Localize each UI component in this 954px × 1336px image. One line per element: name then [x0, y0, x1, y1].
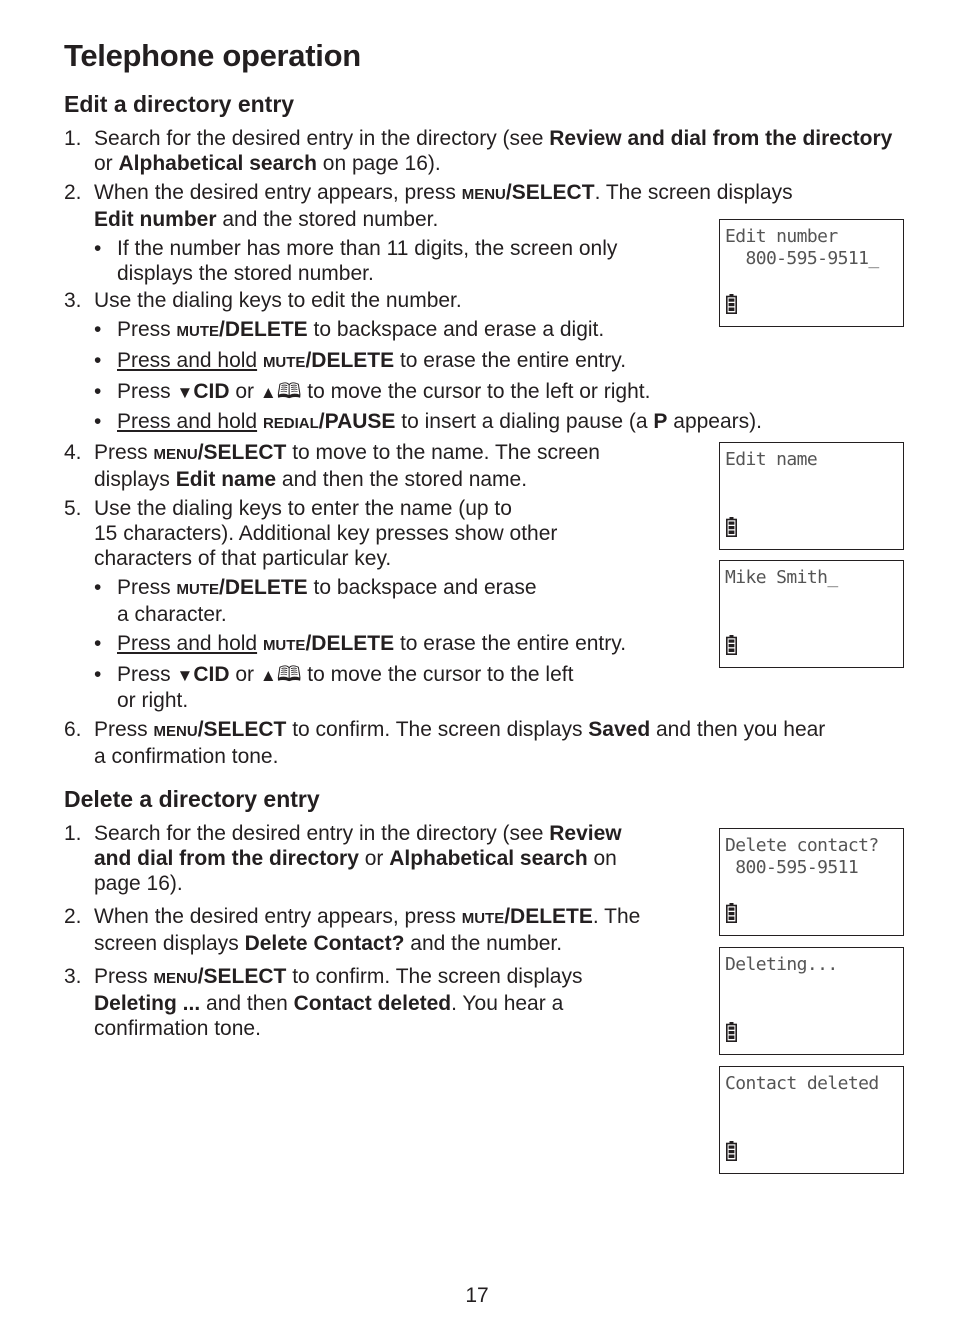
- delete-step-3: 3. Press MENU/SELECT to confirm. The screen displays Deleting ... and then Contact deleted. You hear a confirmation tone.: [64, 965, 583, 1040]
- edit-step-5: 5. Use the dialing keys to enter the name (up to 15 characters). Additional key presses show other characters of that particular key.: [64, 497, 558, 570]
- battery-icon: [726, 1022, 737, 1042]
- battery-icon: [726, 635, 737, 655]
- edit-step-2: 2. When the desired entry appears, press MENU/SELECT. The screen displays Edit number and the stored number.: [64, 181, 793, 231]
- edit-step-3: 3. Use the dialing keys to edit the number.: [64, 289, 462, 312]
- directory-book-icon: 🕮: [276, 380, 302, 403]
- edit-step-2-note: • If the number has more than 11 digits, the screen only displays the stored number.: [94, 237, 618, 285]
- edit-step-3-bullet-2: • Press and hold MUTE/DELETE to erase the entire entry.: [94, 349, 627, 372]
- up-arrow-icon: ▲: [259, 383, 277, 402]
- lcd-screen-delete-contact: Delete contact? 800-595-9511: [719, 828, 904, 936]
- delete-step-1: 1. Search for the desired entry in the directory (see Review and dial from the directory or Alphabetical search on page 16).: [64, 822, 622, 895]
- battery-icon: [726, 903, 737, 923]
- lcd-screen-name-entry: Mike Smith_: [719, 560, 904, 668]
- down-arrow-icon: ▼: [176, 383, 194, 402]
- up-arrow-icon: ▲: [259, 666, 277, 685]
- down-arrow-icon: ▼: [176, 666, 194, 685]
- menu-key: MENU: [461, 186, 506, 203]
- edit-step-4: 4. Press MENU/SELECT to move to the name. The screen displays Edit name and then the stored name.: [64, 441, 600, 491]
- edit-step-5-bullet-3: • Press ▼CID or ▲🕮 to move the cursor to the left or right.: [94, 663, 574, 712]
- edit-step-5-bullet-2: • Press and hold MUTE/DELETE to erase the entire entry.: [94, 632, 627, 655]
- lcd-screen-edit-name: Edit name: [719, 442, 904, 550]
- link-review-and-dial: Review and dial from the directory: [549, 127, 893, 150]
- lcd-screen-deleting: Deleting...: [719, 947, 904, 1055]
- delete-steps-list: [64, 821, 684, 1041]
- link-alphabetical-search: Alphabetical search: [118, 152, 317, 175]
- battery-icon: [726, 1141, 737, 1161]
- edit-step-3-bullet-4: • Press and hold REDIAL/PAUSE to insert a dialing pause (a P appears).: [94, 410, 762, 433]
- edit-step-5-bullet-1: • Press MUTE/DELETE to backspace and erase a character.: [94, 576, 537, 626]
- delete-step-2: 2. When the desired entry appears, press MUTE/DELETE. The screen displays Delete Contact? and the number.: [64, 905, 641, 955]
- lcd-screen-edit-number: Edit number 800-595-9511_: [719, 219, 904, 327]
- battery-icon: [726, 294, 737, 314]
- lcd-screen-contact-deleted: Contact deleted: [719, 1066, 904, 1174]
- edit-step-3-bullet-3: • Press ▼CID or ▲🕮 to move the cursor to the left or right.: [94, 380, 651, 403]
- page-number: 17: [465, 1284, 489, 1307]
- page-title: Telephone operation: [64, 38, 361, 73]
- directory-book-icon: 🕮: [276, 663, 302, 686]
- edit-step-3-bullet-1: • Press MUTE/DELETE to backspace and erase a digit.: [94, 318, 605, 341]
- edit-step-1: 1. Search for the desired entry in the directory (see Review and dial from the directory or Alphabetical search on page 16).: [64, 127, 893, 175]
- delete-entry-heading: Delete a directory entry: [64, 786, 320, 812]
- select-key: /SELECT: [505, 181, 595, 204]
- edit-entry-heading: Edit a directory entry: [64, 91, 295, 117]
- edit-step-6: 6. Press MENU/SELECT to confirm. The screen displays Saved and then you hear a confirmation tone.: [64, 718, 826, 768]
- battery-icon: [726, 517, 737, 537]
